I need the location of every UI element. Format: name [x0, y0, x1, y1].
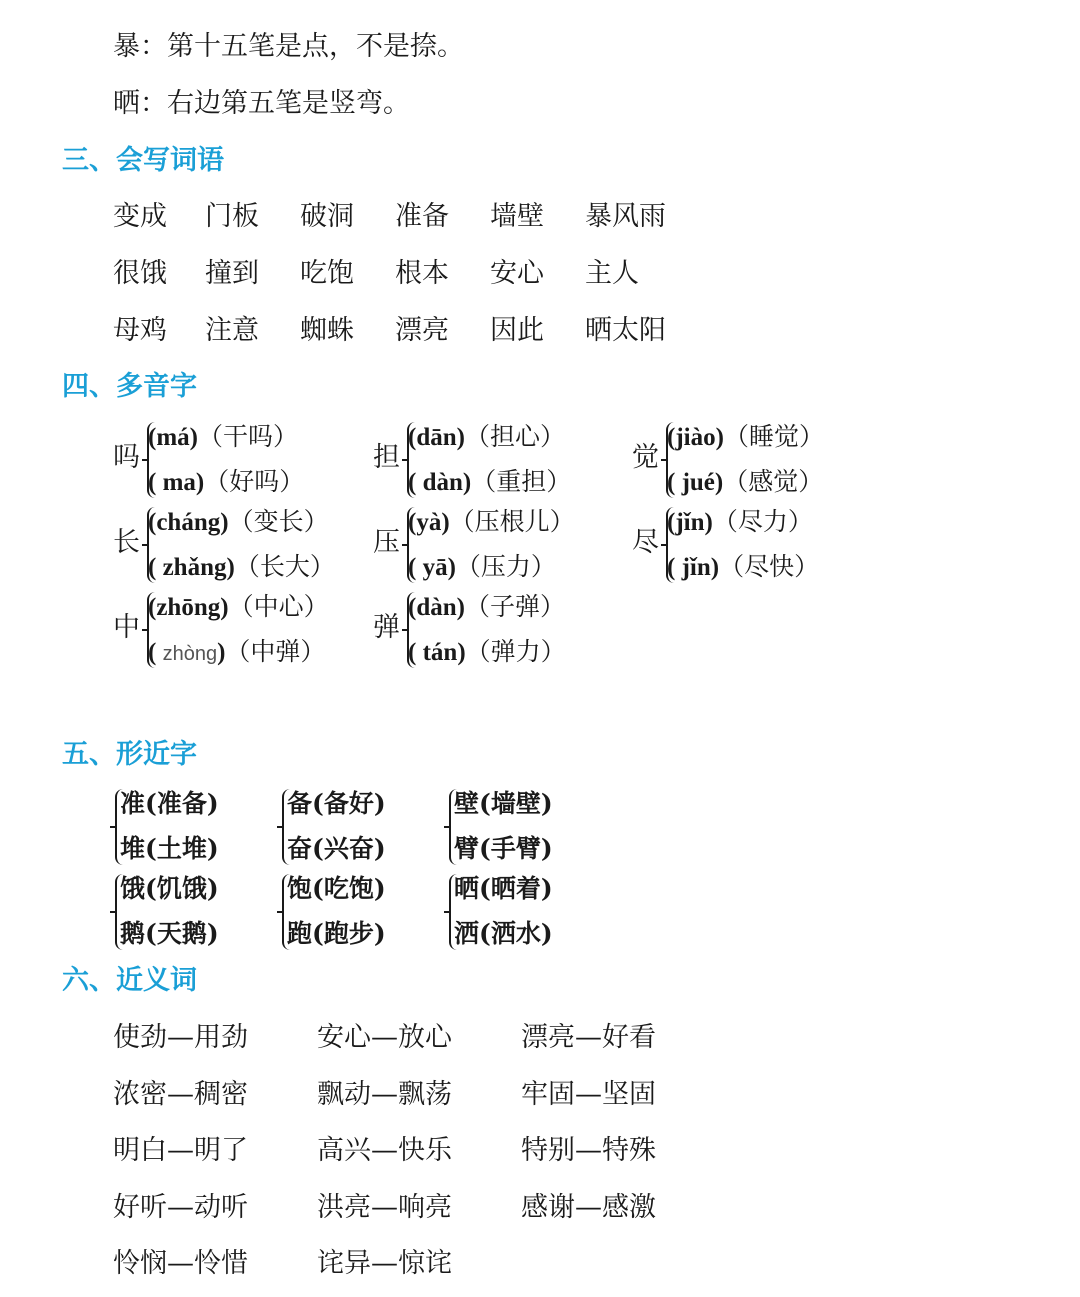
synonym-pair: 特别—特殊	[521, 1135, 656, 1166]
reading-close-paren: )	[220, 594, 229, 621]
pinyin: jiào	[675, 424, 716, 451]
reading-open-paren: (	[408, 554, 423, 581]
polyphone-reading	[148, 633, 325, 673]
vocab-word: 注意	[205, 315, 259, 346]
example-word: （弹力）	[465, 637, 566, 666]
reading-close-paren: )	[456, 594, 465, 621]
vocab-word: 墙壁	[490, 201, 544, 232]
example-word: （睡觉）	[723, 422, 824, 451]
vocab-word: 漂亮	[395, 315, 449, 346]
synonym-pair: 使劲—用劲	[113, 1022, 248, 1053]
vocab-word: 暴风雨	[585, 201, 666, 232]
example-word: （长大）	[234, 552, 335, 581]
stroke-note-bao: 暴：第十五笔是点，不是捺。	[113, 31, 464, 62]
pinyin: má	[156, 424, 190, 451]
similar-char-entry: 备(备好)	[287, 789, 386, 818]
reading-open-paren: (	[148, 554, 163, 581]
reading-close-paren: )	[704, 509, 713, 536]
reading-open-paren: (	[148, 639, 163, 666]
reading-open-paren: (	[408, 594, 417, 621]
reading-open-paren: (	[408, 469, 423, 496]
polyphone-reading	[408, 588, 565, 627]
polyphone-reading	[408, 503, 575, 542]
reading-open-paren: (	[148, 594, 157, 621]
example-word: （尽力）	[712, 507, 813, 536]
reading-close-paren: )	[441, 509, 450, 536]
synonym-pair: 好听—动听	[113, 1192, 248, 1223]
example-word: （重担）	[471, 467, 572, 496]
pinyin: dàn	[422, 469, 463, 496]
similar-char-entry: 晒(晒着)	[454, 874, 553, 903]
pinyin: zhōng	[156, 594, 221, 621]
vocab-word: 撞到	[205, 258, 259, 289]
reading-open-paren: (	[667, 469, 682, 496]
reading-close-paren: )	[462, 469, 472, 496]
reading-open-paren: (	[148, 424, 157, 451]
polyphone-char: 长	[113, 527, 140, 558]
example-word: （尽快）	[719, 552, 820, 581]
example-word: （干吗）	[197, 422, 298, 451]
reading-close-paren: )	[220, 509, 229, 536]
similar-char-entry: 准(准备)	[120, 789, 219, 818]
example-word: （压力）	[455, 552, 556, 581]
example-word: （感觉）	[723, 467, 824, 496]
section-title-similar: 五、形近字	[62, 739, 197, 770]
synonym-pair: 高兴—快乐	[317, 1135, 452, 1166]
example-word: （好吗）	[204, 467, 305, 496]
pinyin: yà	[416, 509, 442, 536]
synonym-pair: 浓密—稠密	[113, 1079, 248, 1110]
reading-open-paren: (	[148, 469, 163, 496]
vocab-word: 晒太阳	[585, 315, 666, 346]
reading-open-paren: (	[148, 509, 157, 536]
synonym-pair: 安心—放心	[317, 1022, 452, 1053]
reading-close-paren: )	[217, 639, 226, 666]
vocab-word: 蜘蛛	[300, 315, 354, 346]
pinyin: yā	[422, 554, 448, 581]
synonym-pair: 诧异—惊诧	[317, 1248, 452, 1279]
vocab-word: 变成	[113, 201, 167, 232]
example-word: （担心）	[464, 422, 565, 451]
vocab-word: 破洞	[300, 201, 354, 232]
polyphone-reading	[148, 503, 329, 542]
reading-open-paren: (	[408, 639, 423, 666]
polyphone-char: 压	[373, 527, 400, 558]
reading-close-paren: )	[710, 554, 720, 581]
section-title-synonyms: 六、近义词	[62, 965, 197, 996]
polyphone-char: 弹	[373, 612, 400, 643]
polyphone-reading	[667, 548, 819, 587]
polyphone-char: 担	[373, 442, 400, 473]
reading-close-paren: )	[226, 554, 235, 581]
vocab-word: 根本	[395, 258, 449, 289]
polyphone-char: 觉	[632, 442, 659, 473]
similar-char-entry: 饿(饥饿)	[120, 874, 219, 903]
polyphone-reading	[408, 633, 566, 672]
similar-char-entry: 洒(洒水)	[454, 919, 553, 948]
polyphone-char: 中	[113, 612, 140, 643]
synonym-pair: 感谢—感激	[521, 1192, 656, 1223]
reading-open-paren: (	[667, 509, 676, 536]
stroke-note-shai: 晒：右边第五笔是竖弯。	[113, 88, 410, 119]
pinyin: jué	[681, 469, 715, 496]
synonym-pair: 漂亮—好看	[521, 1022, 656, 1053]
vocab-word: 主人	[585, 258, 639, 289]
synonym-pair: 牢固—坚固	[521, 1079, 656, 1110]
pinyin: dān	[416, 424, 457, 451]
polyphone-reading	[667, 418, 824, 457]
vocab-word: 吃饱	[300, 258, 354, 289]
similar-char-entry: 壁(墙壁)	[454, 789, 553, 818]
vocab-word: 很饿	[113, 258, 167, 289]
reading-close-paren: )	[714, 469, 724, 496]
reading-close-paren: )	[195, 469, 205, 496]
polyphone-reading	[148, 588, 329, 627]
polyphone-reading	[408, 548, 556, 587]
section-title-polyphones: 四、多音字	[62, 371, 197, 402]
reading-open-paren: (	[408, 424, 417, 451]
vocab-word: 安心	[490, 258, 544, 289]
synonym-pair: 怜悯—怜惜	[113, 1248, 248, 1279]
polyphone-char: 尽	[632, 527, 659, 558]
similar-char-entry: 跑(跑步)	[287, 919, 386, 948]
example-word: （中弹）	[225, 637, 326, 666]
reading-open-paren: (	[667, 554, 682, 581]
polyphone-reading	[667, 503, 813, 542]
synonym-pair: 飘动—飘荡	[317, 1079, 452, 1110]
polyphone-reading	[408, 463, 571, 502]
example-word: （变长）	[228, 507, 329, 536]
reading-close-paren: )	[715, 424, 724, 451]
polyphone-reading	[408, 418, 565, 457]
pinyin: dàn	[416, 594, 457, 621]
vocab-word: 门板	[205, 201, 259, 232]
pinyin: jǐn	[681, 554, 711, 581]
reading-close-paren: )	[447, 554, 456, 581]
polyphone-reading	[148, 548, 335, 587]
pinyin: tán	[422, 639, 458, 666]
vocab-word: 因此	[490, 315, 544, 346]
similar-char-entry: 鹅(天鹅)	[120, 919, 219, 948]
pinyin: zhòng	[162, 643, 218, 665]
polyphone-char: 吗	[113, 442, 140, 473]
similar-char-entry: 奋(兴奋)	[287, 834, 386, 863]
reading-close-paren: )	[457, 639, 466, 666]
pinyin: ma	[162, 469, 196, 496]
synonym-pair: 洪亮—响亮	[317, 1192, 452, 1223]
pinyin: zhǎng	[162, 554, 227, 581]
example-word: （子弹）	[464, 592, 565, 621]
reading-open-paren: (	[667, 424, 676, 451]
similar-char-entry: 堆(土堆)	[120, 834, 219, 863]
polyphone-reading	[667, 463, 823, 502]
reading-open-paren: (	[408, 509, 417, 536]
section-title-words: 三、会写词语	[62, 145, 224, 176]
polyphone-reading	[148, 418, 298, 457]
similar-char-entry: 饱(吃饱)	[287, 874, 386, 903]
synonym-pair: 明白—明了	[113, 1135, 248, 1166]
example-word: （中心）	[228, 592, 329, 621]
example-word: （压根儿）	[449, 507, 575, 536]
pinyin: cháng	[156, 509, 221, 536]
polyphone-reading	[148, 463, 304, 502]
reading-close-paren: )	[189, 424, 198, 451]
vocab-word: 准备	[395, 201, 449, 232]
pinyin: jǐn	[675, 509, 705, 536]
vocab-word: 母鸡	[113, 315, 167, 346]
similar-char-entry: 臂(手臂)	[454, 834, 553, 863]
reading-close-paren: )	[456, 424, 465, 451]
